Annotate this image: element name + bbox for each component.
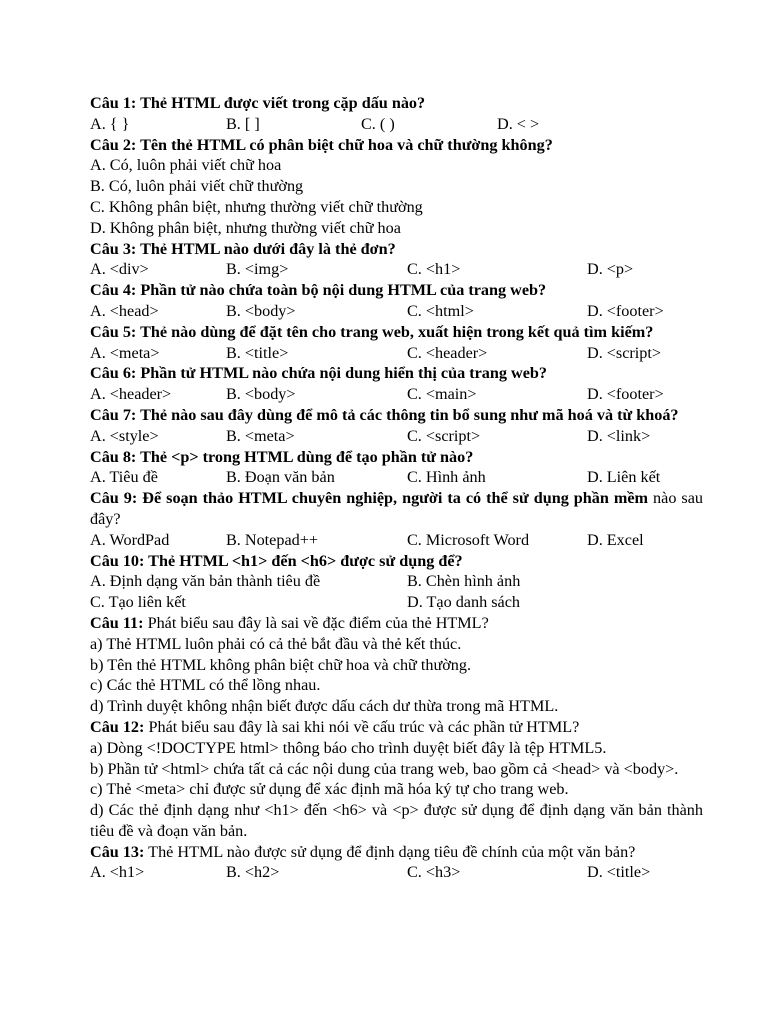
option-a: A. <h1> [90, 863, 145, 882]
option-d: D. <script> [587, 343, 662, 362]
option-b: B. Đoạn văn bản [226, 468, 335, 487]
option-c: C. Microsoft Word [407, 530, 530, 549]
option-a: A. Có, luôn phải viết chữ hoa [90, 156, 282, 175]
question-text: Phát biểu sau đây là sai về đặc điểm của thẻ HTML? [143, 613, 489, 632]
question-13-options [90, 862, 703, 883]
question-9-options [90, 530, 703, 551]
question-6-options [90, 384, 703, 405]
option-a: A. Định dạng văn bản thành tiêu đề [90, 572, 321, 591]
question-1-options [90, 114, 703, 135]
document-page [90, 93, 703, 883]
question-10-title: Câu 10: Thẻ HTML <h1> đến <h6> được sử dụng để? [90, 551, 463, 570]
question-3-options [90, 259, 703, 280]
question-8-options [90, 467, 703, 488]
option-c: C. Không phân biệt, nhưng thường viết chữ thường [90, 197, 423, 216]
question-8-title: Câu 8: Thẻ <p> trong HTML dùng để tạo phần tử nào? [90, 447, 474, 466]
question-3-title: Câu 3: Thẻ HTML nào dưới đây là thẻ đơn? [90, 239, 396, 258]
option-b: B. <title> [226, 343, 289, 362]
option-c: C. <h3> [407, 863, 461, 882]
statement-d: d) Các thẻ định dạng như <h1> đến <h6> và <p> được sử dụng để định dạng văn bản thành tiêu đề và đoạn văn bản. [90, 801, 703, 840]
question-text: Phát biểu sau đây là sai khi nói về cấu trúc và các phần tử HTML? [144, 717, 580, 736]
option-c: C. <script> [407, 426, 481, 445]
option-d: D. Excel [587, 530, 644, 549]
option-a: A. Tiêu đề [90, 468, 158, 487]
question-5-options [90, 343, 703, 364]
option-b: B. [ ] [226, 114, 260, 133]
question-number: Câu 11: [90, 613, 144, 632]
option-a: A. <meta> [90, 343, 160, 362]
option-d: D. <p> [587, 260, 634, 279]
question-13-title [90, 842, 703, 863]
statement-a: a) Thẻ HTML luôn phải có cả thẻ bắt đầu và thẻ kết thúc. [90, 634, 462, 653]
option-b: B. <img> [226, 260, 289, 279]
option-d: D. <footer> [587, 385, 664, 404]
option-d: D. Liên kết [587, 468, 661, 487]
question-9-title-bold: Câu 9: Để soạn thảo HTML chuyên nghiệp, người ta có thể sử dụng phần mềm [90, 489, 649, 508]
question-6-title: Câu 6: Phần tử HTML nào chứa nội dung hiển thị của trang web? [90, 364, 548, 383]
option-a: A. WordPad [90, 530, 170, 549]
question-number: Câu 13: [90, 842, 145, 861]
option-c: C. <header> [407, 343, 488, 362]
question-11-title [90, 613, 703, 634]
question-1-title: Câu 1: Thẻ HTML được viết trong cặp dấu nào? [90, 94, 426, 112]
option-a: A. <header> [90, 385, 172, 404]
option-b: B. <meta> [226, 426, 295, 445]
option-c: C. ( ) [361, 114, 395, 133]
question-9-title [90, 488, 703, 530]
question-7-options [90, 426, 703, 447]
question-12-title [90, 717, 703, 738]
question-4-title: Câu 4: Phần tử nào chứa toàn bộ nội dung HTML của trang web? [90, 281, 547, 300]
statement-c: c) Các thẻ HTML có thể lồng nhau. [90, 676, 321, 695]
question-number: Câu 12: [90, 717, 145, 736]
option-d: D. < > [497, 114, 540, 133]
question-10-options-row1 [90, 571, 703, 592]
option-c: C. Hình ảnh [407, 468, 486, 487]
option-c: C. <html> [407, 301, 474, 320]
option-b: B. Notepad++ [226, 530, 318, 549]
option-a: A. <style> [90, 426, 159, 445]
option-c: C. <h1> [407, 260, 461, 279]
option-b: B. <body> [226, 385, 296, 404]
statement-b: b) Tên thẻ HTML không phân biệt chữ hoa và chữ thường. [90, 655, 472, 674]
option-b: B. <h2> [226, 863, 280, 882]
option-d: D. <link> [587, 426, 651, 445]
statement-c: c) Thẻ <meta> chỉ được sử dụng để xác định mã hóa ký tự cho trang web. [90, 780, 569, 799]
option-d: D. Tạo danh sách [407, 593, 520, 612]
option-c: C. Tạo liên kết [90, 593, 186, 612]
option-d: D. <footer> [587, 301, 664, 320]
option-d: D. <title> [587, 863, 651, 882]
statement-b: b) Phần tử <html> chứa tất cả các nội dung của trang web, bao gồm cả <head> và <body>. [90, 759, 679, 778]
question-10-options-row2 [90, 592, 703, 613]
option-b: B. <body> [226, 301, 296, 320]
statement-a: a) Dòng <!DOCTYPE html> thông báo cho trình duyệt biết đây là tệp HTML5. [90, 738, 607, 757]
question-5-title: Câu 5: Thẻ nào dùng để đặt tên cho trang web, xuất hiện trong kết quả tìm kiếm? [90, 322, 654, 341]
question-9-title-rest: nào sau đây? [90, 489, 703, 528]
question-4-options [90, 301, 703, 322]
option-a: A. <div> [90, 260, 149, 279]
option-b: B. Chèn hình ảnh [407, 572, 521, 591]
option-d: D. Không phân biệt, nhưng thường viết chữ hoa [90, 218, 401, 237]
question-text: Thẻ HTML nào được sử dụng để định dạng tiêu đề chính của một văn bản? [144, 842, 636, 861]
option-a: A. { } [90, 114, 130, 133]
question-2-title: Câu 2: Tên thẻ HTML có phân biệt chữ hoa và chữ thường không? [90, 135, 553, 154]
statement-d: d) Trình duyệt không nhận biết được dấu cách dư thừa trong mã HTML. [90, 697, 559, 716]
question-7-title: Câu 7: Thẻ nào sau đây dùng để mô tả các thông tin bổ sung như mã hoá và từ khoá? [90, 405, 679, 424]
option-b: B. Có, luôn phải viết chữ thường [90, 177, 304, 196]
option-c: C. <main> [407, 385, 477, 404]
option-a: A. <head> [90, 301, 159, 320]
